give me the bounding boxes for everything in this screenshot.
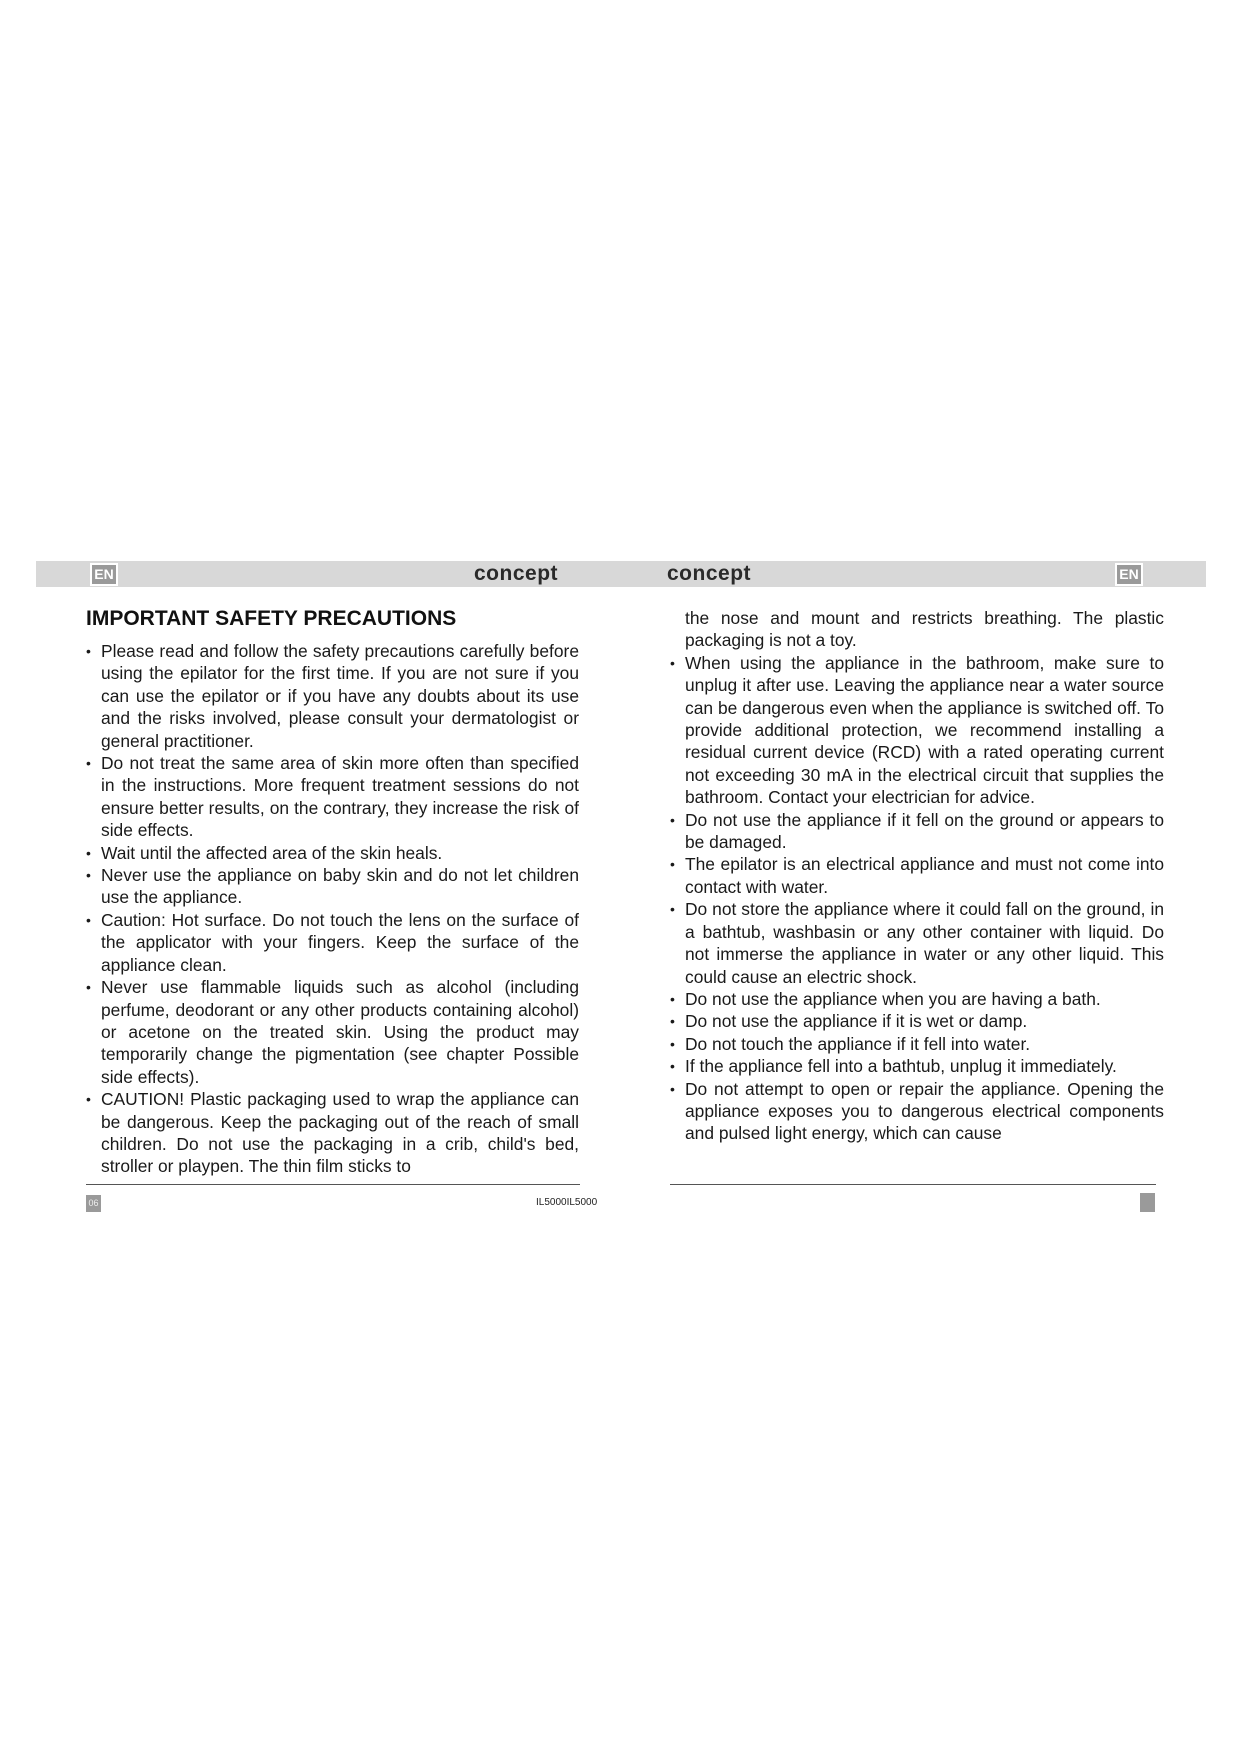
right-column (670, 607, 1164, 1145)
list-item: • Caution: Hot surface. Do not touch the lens on the surface of the applicator with your fingers. Keep the surface of the appliance clean. (86, 909, 579, 976)
brand-logo-right: concept (667, 562, 752, 585)
list-item: • Please read and follow the safety precautions carefully before using the epilator for the first time. If you are not sure if you can use the epilator or if you have any doubts about its use and the risks involved, please consult your dermatologist or general practitioner. (86, 640, 579, 752)
language-badge-left: EN (90, 563, 118, 586)
language-badge-right: EN (1115, 563, 1143, 586)
list-item: • Do not use the appliance when you are having a bath. (670, 988, 1164, 1010)
list-item: • Do not use the appliance if it is wet or damp. (670, 1010, 1164, 1032)
brand-logo-left: concept (474, 562, 559, 585)
page-marker-right (1140, 1193, 1155, 1212)
safety-list-right (670, 652, 1164, 1145)
list-item: • Do not touch the appliance if it fell into water. (670, 1033, 1164, 1055)
model-number: IL5000IL5000 (536, 1197, 598, 1208)
list-item: • Do not treat the same area of skin more often than specified in the instructions. More frequent treatment sessions do not ensure better results, on the contrary, they increase the risk of side effects. (86, 752, 579, 842)
list-item: • Wait until the affected area of the skin heals. (86, 842, 579, 864)
page-number: 06 (86, 1195, 101, 1212)
list-item: • Never use the appliance on baby skin and do not let children use the appliance. (86, 864, 579, 909)
continued-text: the nose and mount and restricts breathing. The plastic packaging is not a toy. (685, 608, 1164, 651)
list-item: • When using the appliance in the bathroom, make sure to unplug it after use. Leaving the appliance near a water source can be dangerous even when the appliance is switched off. To provide additional protection, we recommend installing a residual current device (RCD) with a rated operating current not exceeding 30 mA in the electrical circuit that supplies the bathroom. Contact your electrician for advice. (670, 652, 1164, 809)
list-item: • The epilator is an electrical appliance and must not come into contact with water. (670, 853, 1164, 898)
list-item: • If the appliance fell into a bathtub, unplug it immediately. (670, 1055, 1164, 1077)
list-item: • CAUTION! Plastic packaging used to wrap the appliance can be dangerous. Keep the packaging out of the reach of small children. Do not use the packaging in a crib, child's bed, stroller or playpen. The thin film sticks to (86, 1088, 579, 1178)
left-column (86, 640, 579, 1178)
footer-divider-right (670, 1184, 1156, 1185)
header-bar (36, 561, 1206, 587)
list-item: • Never use flammable liquids such as alcohol (including perfume, deodorant or any other products containing alcohol) or acetone on the treated skin. Using the product may temporarily change the pigmentation (see chapter Possible side effects). (86, 976, 579, 1088)
safety-list-left (86, 640, 579, 1178)
list-item: • Do not use the appliance if it fell on the ground or appears to be damaged. (670, 809, 1164, 854)
footer-divider-left (86, 1184, 580, 1185)
list-item: • Do not attempt to open or repair the appliance. Opening the appliance exposes you to dangerous electrical components and pulsed light energy, which can cause (670, 1078, 1164, 1145)
list-item: • Do not store the appliance where it could fall on the ground, in a bathtub, washbasin or any other container with liquid. Do not immerse the appliance in water or any other liquid. This could cause an electric shock. (670, 898, 1164, 988)
page-title: IMPORTANT SAFETY PRECAUTIONS (86, 607, 457, 630)
